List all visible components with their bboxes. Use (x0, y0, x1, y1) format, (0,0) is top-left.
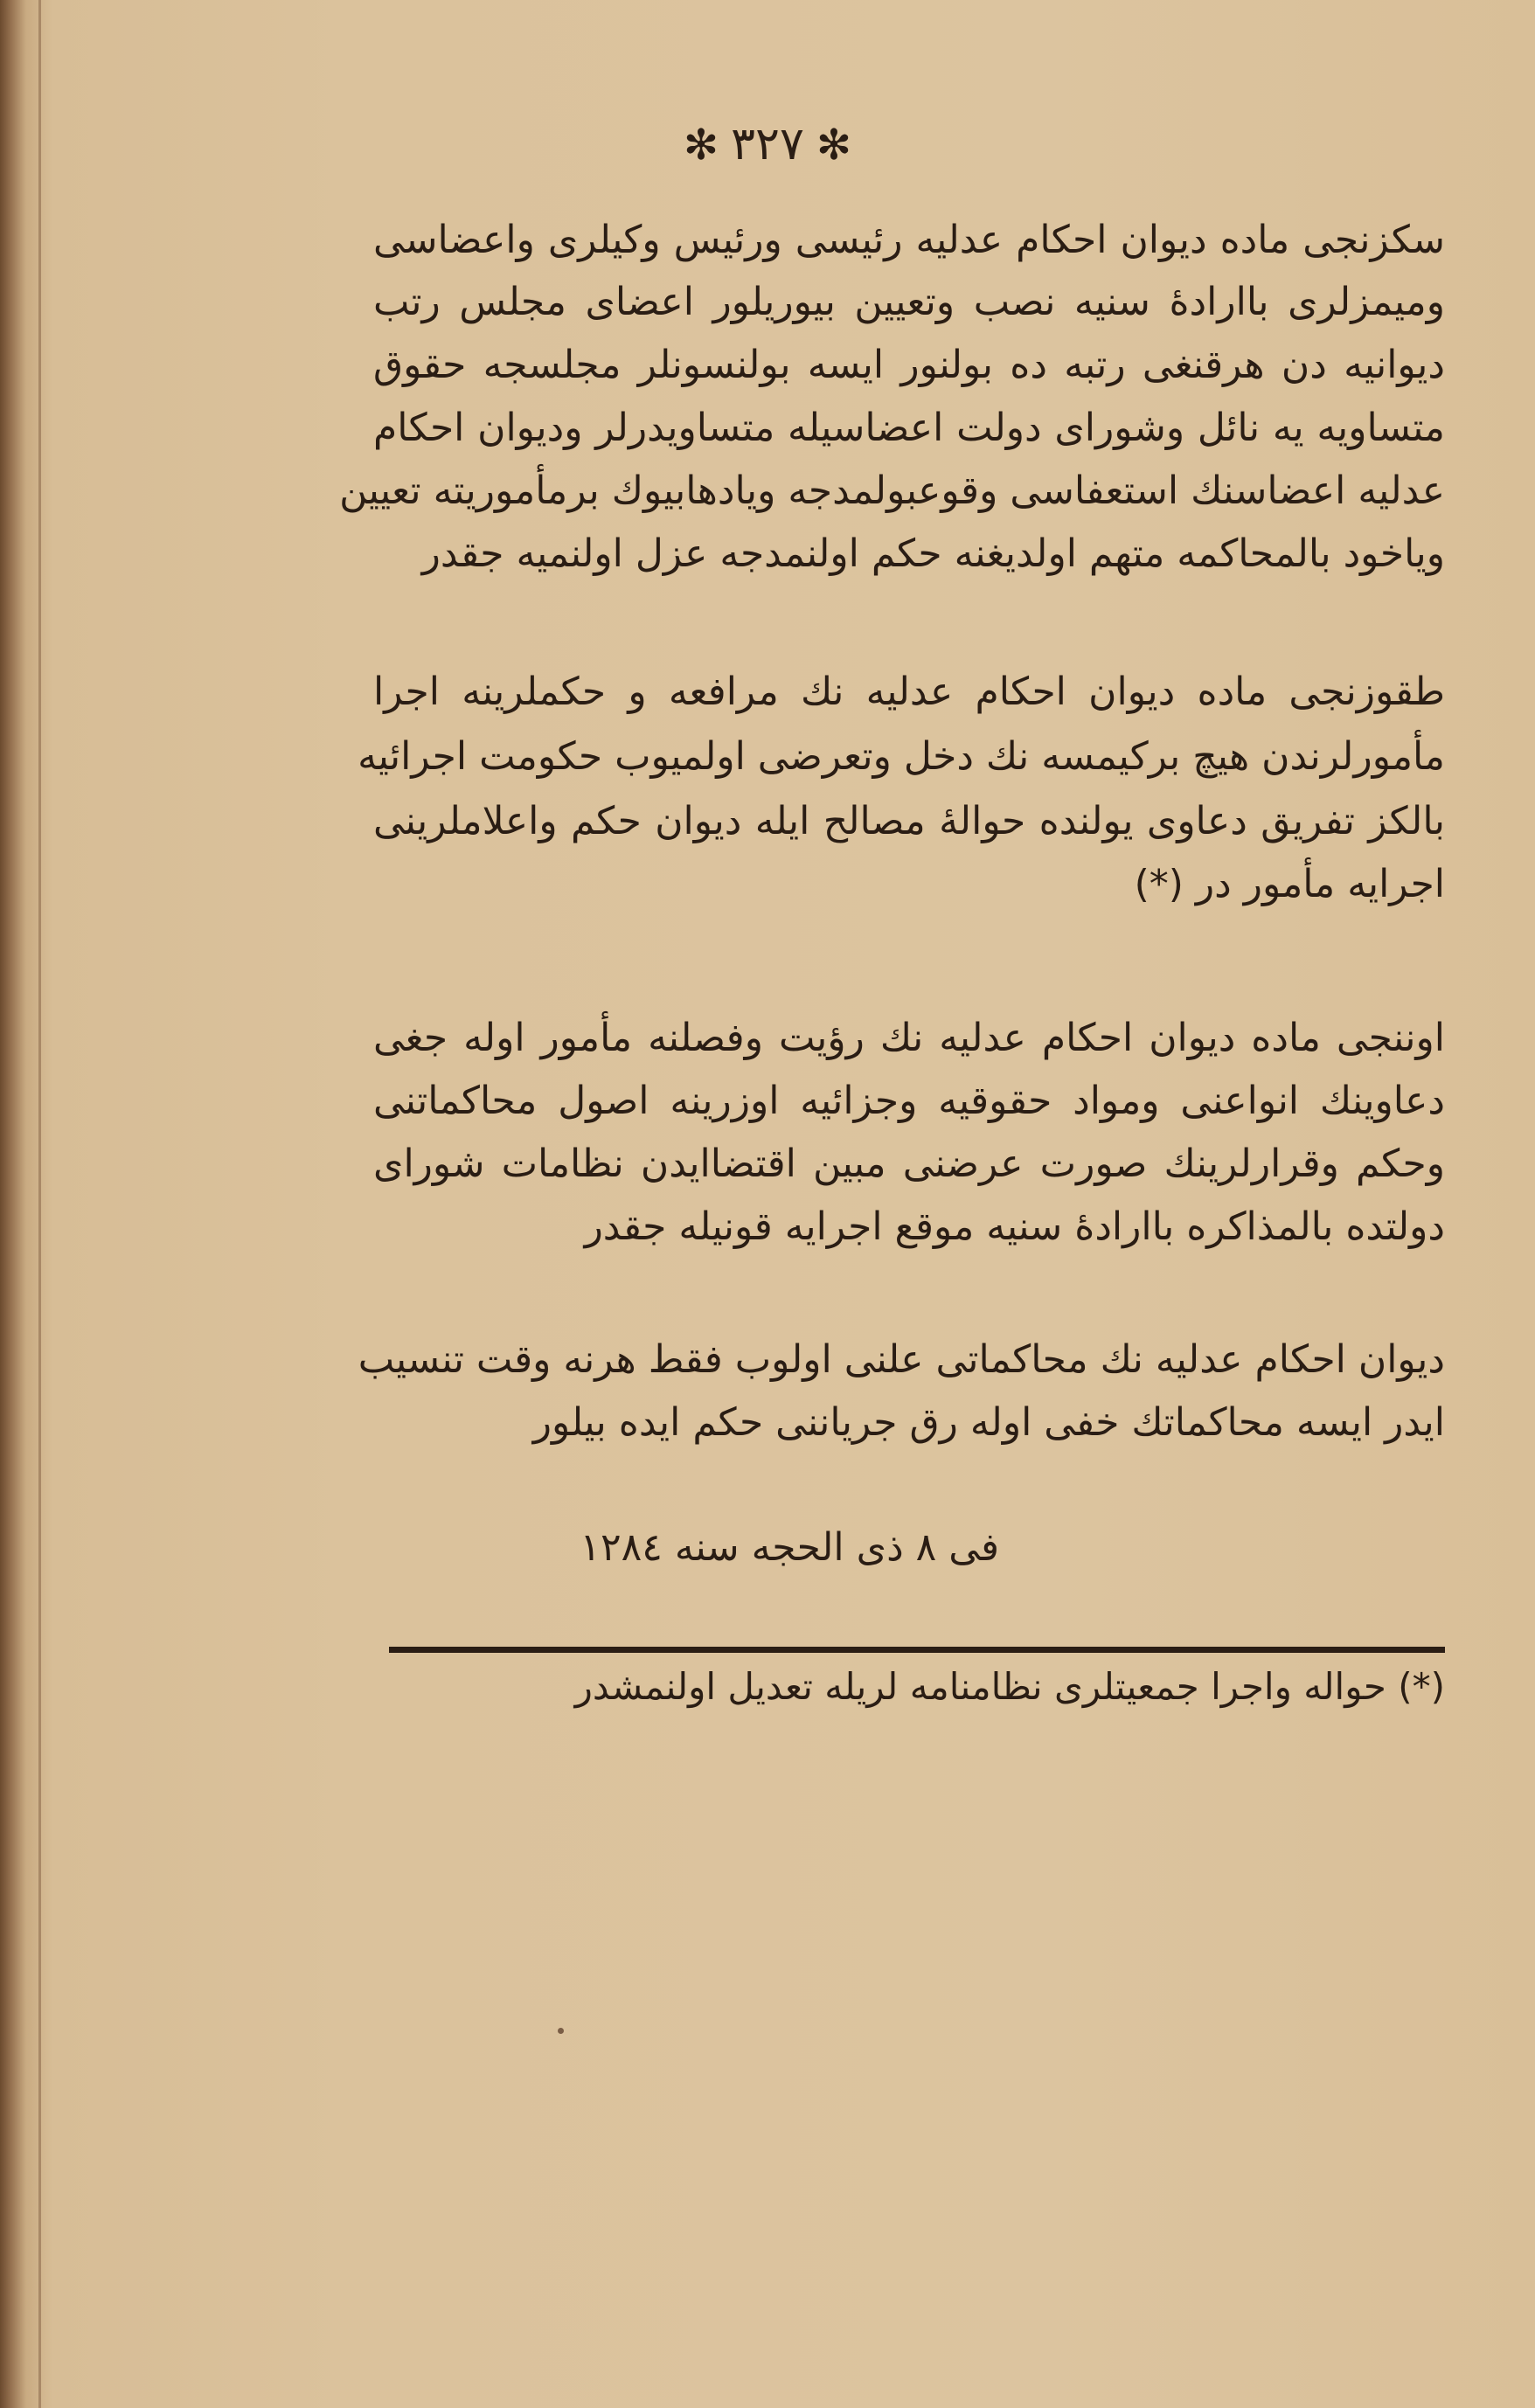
page-header (0, 118, 1535, 170)
paragraph-1-line: متساویه یه نائل وشورای دولت اعضاسیله متساویدرلر ودیوان احكام (373, 406, 1445, 450)
paragraph-4-line: ایدر ایسه محاكماتك خفی اوله رق جریاننی حكم ایده بیلور (532, 1400, 1445, 1445)
paragraph-2-line: مأمورلرندن هیچ بركیمسه نك دخل وتعرضی اولمیوب حكومت اجرائیه (358, 734, 1445, 779)
paragraph-3-line: اوننجی ماده دیوان احكام عدلیه نك رؤیت وفصلنه مأمور اوله جغی (373, 1016, 1445, 1060)
paragraph-3-line: وحكم وقرارلرینك صورت عرضنی مبین اقتضاایدن نظامات شورای (373, 1142, 1445, 1186)
paragraph-1-line: دیوانیه دن هرقنغی رتبه ده بولنور ایسه بولنسونلر مجلسجه حقوق (373, 343, 1445, 387)
paragraph-1-line: وياخود بالمحاكمه متهم اولدیغنه حكم اولنمدجه عزل اولنمیه جقدر (421, 531, 1445, 576)
ornament-icon: ✻ (683, 121, 719, 170)
paper-speck (558, 2028, 564, 2034)
paragraph-1-line: عدلیه اعضاسنك استعفاسی وقوعبولمدجه ویادهابیوك برمأموریته تعیین (339, 468, 1445, 513)
paragraph-4-line: دیوان احكام عدلیه نك محاكماتی علنی اولوب فقط هرنه وقت تنسیب (358, 1337, 1445, 1382)
paragraph-2-line: اجرایه مأمور در (*) (1134, 862, 1445, 906)
footnote-divider (389, 1647, 1445, 1653)
paragraph-1-line: ومیمزلری باارادۀ سنیه نصب وتعیین بیوریلور اعضای مجلس رتب (373, 280, 1445, 324)
paragraph-3-line: دولتده بالمذاكره باارادۀ سنیه موقع اجرایه قونیله جقدر (584, 1204, 1445, 1249)
date-line: فی ۸ ذی الحجه سنه ۱۲۸٤ (580, 1525, 999, 1570)
paragraph-2-line: طقوزنجی ماده دیوان احكام عدلیه نك مرافعه و حكملرینه اجرا (373, 670, 1445, 714)
footnote: (*) حواله واجرا جمعیتلری نظامنامه لریله تعدیل اولنمشدر (574, 1665, 1445, 1708)
paragraph-3-line: دعاوینك انواعنی ومواد حقوقیه وجزائیه اوزرینه اصول محاكماتنی (373, 1079, 1445, 1123)
paragraph-2-line: بالكز تفریق دعاوی یولنده حوالۀ مصالح ایله دیوان حكم واعلاملرینی (373, 799, 1445, 843)
book-spine-edge (38, 0, 41, 2408)
ornament-icon: ✻ (816, 121, 852, 170)
page-number: ۳۲۷ (731, 118, 804, 170)
paragraph-1-line: سكزنجی ماده دیوان احكام عدلیه رئیسی ورئیس وكیلری واعضاسی (373, 218, 1445, 262)
